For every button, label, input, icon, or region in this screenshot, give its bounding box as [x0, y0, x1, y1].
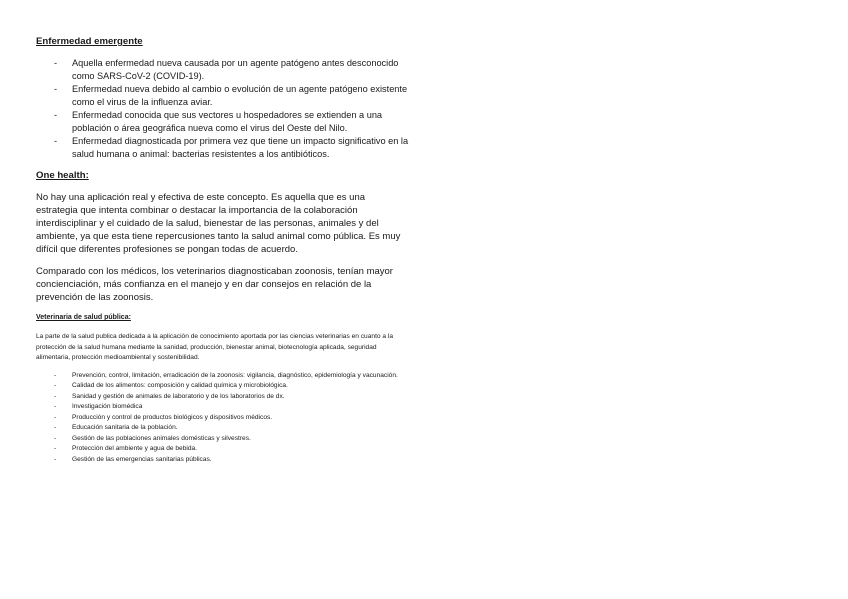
list-item: - Gestión de las poblaciones animales domésticas y silvestres.: [36, 434, 416, 445]
heading-veterinaria-salud-publica: Veterinaria de salud pública:: [36, 314, 131, 321]
list-item: - Aquella enfermedad nueva causada por un agente patógeno antes desconocido como SARS-CoV-2 (COVID-19).: [36, 57, 416, 83]
heading-enfermedad-emergente: Enfermedad emergente: [36, 36, 143, 47]
list-item: - Investigación biomédica: [36, 402, 416, 413]
paragraph-one-health-1: No hay una aplicación real y efectiva de este concepto. Es aquella que es una estrategia que intenta combinar o destacar la importancia de la colaboración interdisciplinar y el cuidado de la salud, bienestar de las personas, animales y del ambiente, ya que esta tiene repercusiones tanto la salud animal como pública. Es muy difícil que diferentes profesiones se pongan todas de acuerdo.: [36, 192, 401, 255]
list-item: - Protección del ambiente y agua de bebida.: [36, 444, 416, 455]
list-item: - Enfermedad diagnosticada por primera vez que tiene un impacto significativo en la salud humana o animal: bacterias resistentes a los antibióticos.: [36, 135, 416, 161]
document-page: [36, 36, 416, 474]
list-item: - Calidad de los alimentos: composición y calidad química y microbiológica.: [36, 381, 416, 392]
list-item: - Enfermedad conocida que sus vectores u hospedadores se extienden a una población o área geográfica nueva como el virus del Oeste del Nilo.: [36, 109, 416, 135]
list-item: - Sanidad y gestión de animales de laboratorio y de los laboratorios de dx.: [36, 392, 416, 403]
list-item: - Gestión de las emergencias sanitarias públicas.: [36, 455, 416, 466]
list-item: - Enfermedad nueva debido al cambio o evolución de un agente patógeno existente como el virus de la influenza aviar.: [36, 83, 416, 109]
list-item: - Producción y control de productos biológicos y dispositivos médicos.: [36, 413, 416, 424]
paragraph-veterinaria: La parte de la salud publica dedicada a la aplicación de conocimiento aportada por las ciencias veterinarias en cuanto a la protección de la salud humana mediante la sanidad, producción, bienestar animal, biotecnología aplicada, seguridad alimentaria, protección medioambiental y sostenibilidad.: [36, 333, 394, 361]
list-item: - Prevención, control, limitación, erradicación de la zoonosis: vigilancia, diagnóstico, epidemiología y vacunación.: [36, 371, 416, 382]
veterinaria-list: [36, 371, 416, 466]
heading-one-health: One health:: [36, 170, 89, 181]
emergente-list: [36, 57, 416, 161]
paragraph-one-health-2: Comparado con los médicos, los veterinarios diagnosticaban zoonosis, tenían mayor concienciación, más confianza en el manejo y en dar consejos en relación de la prevención de las zoonosis.: [36, 266, 393, 303]
list-item: - Educación sanitaria de la población.: [36, 423, 416, 434]
